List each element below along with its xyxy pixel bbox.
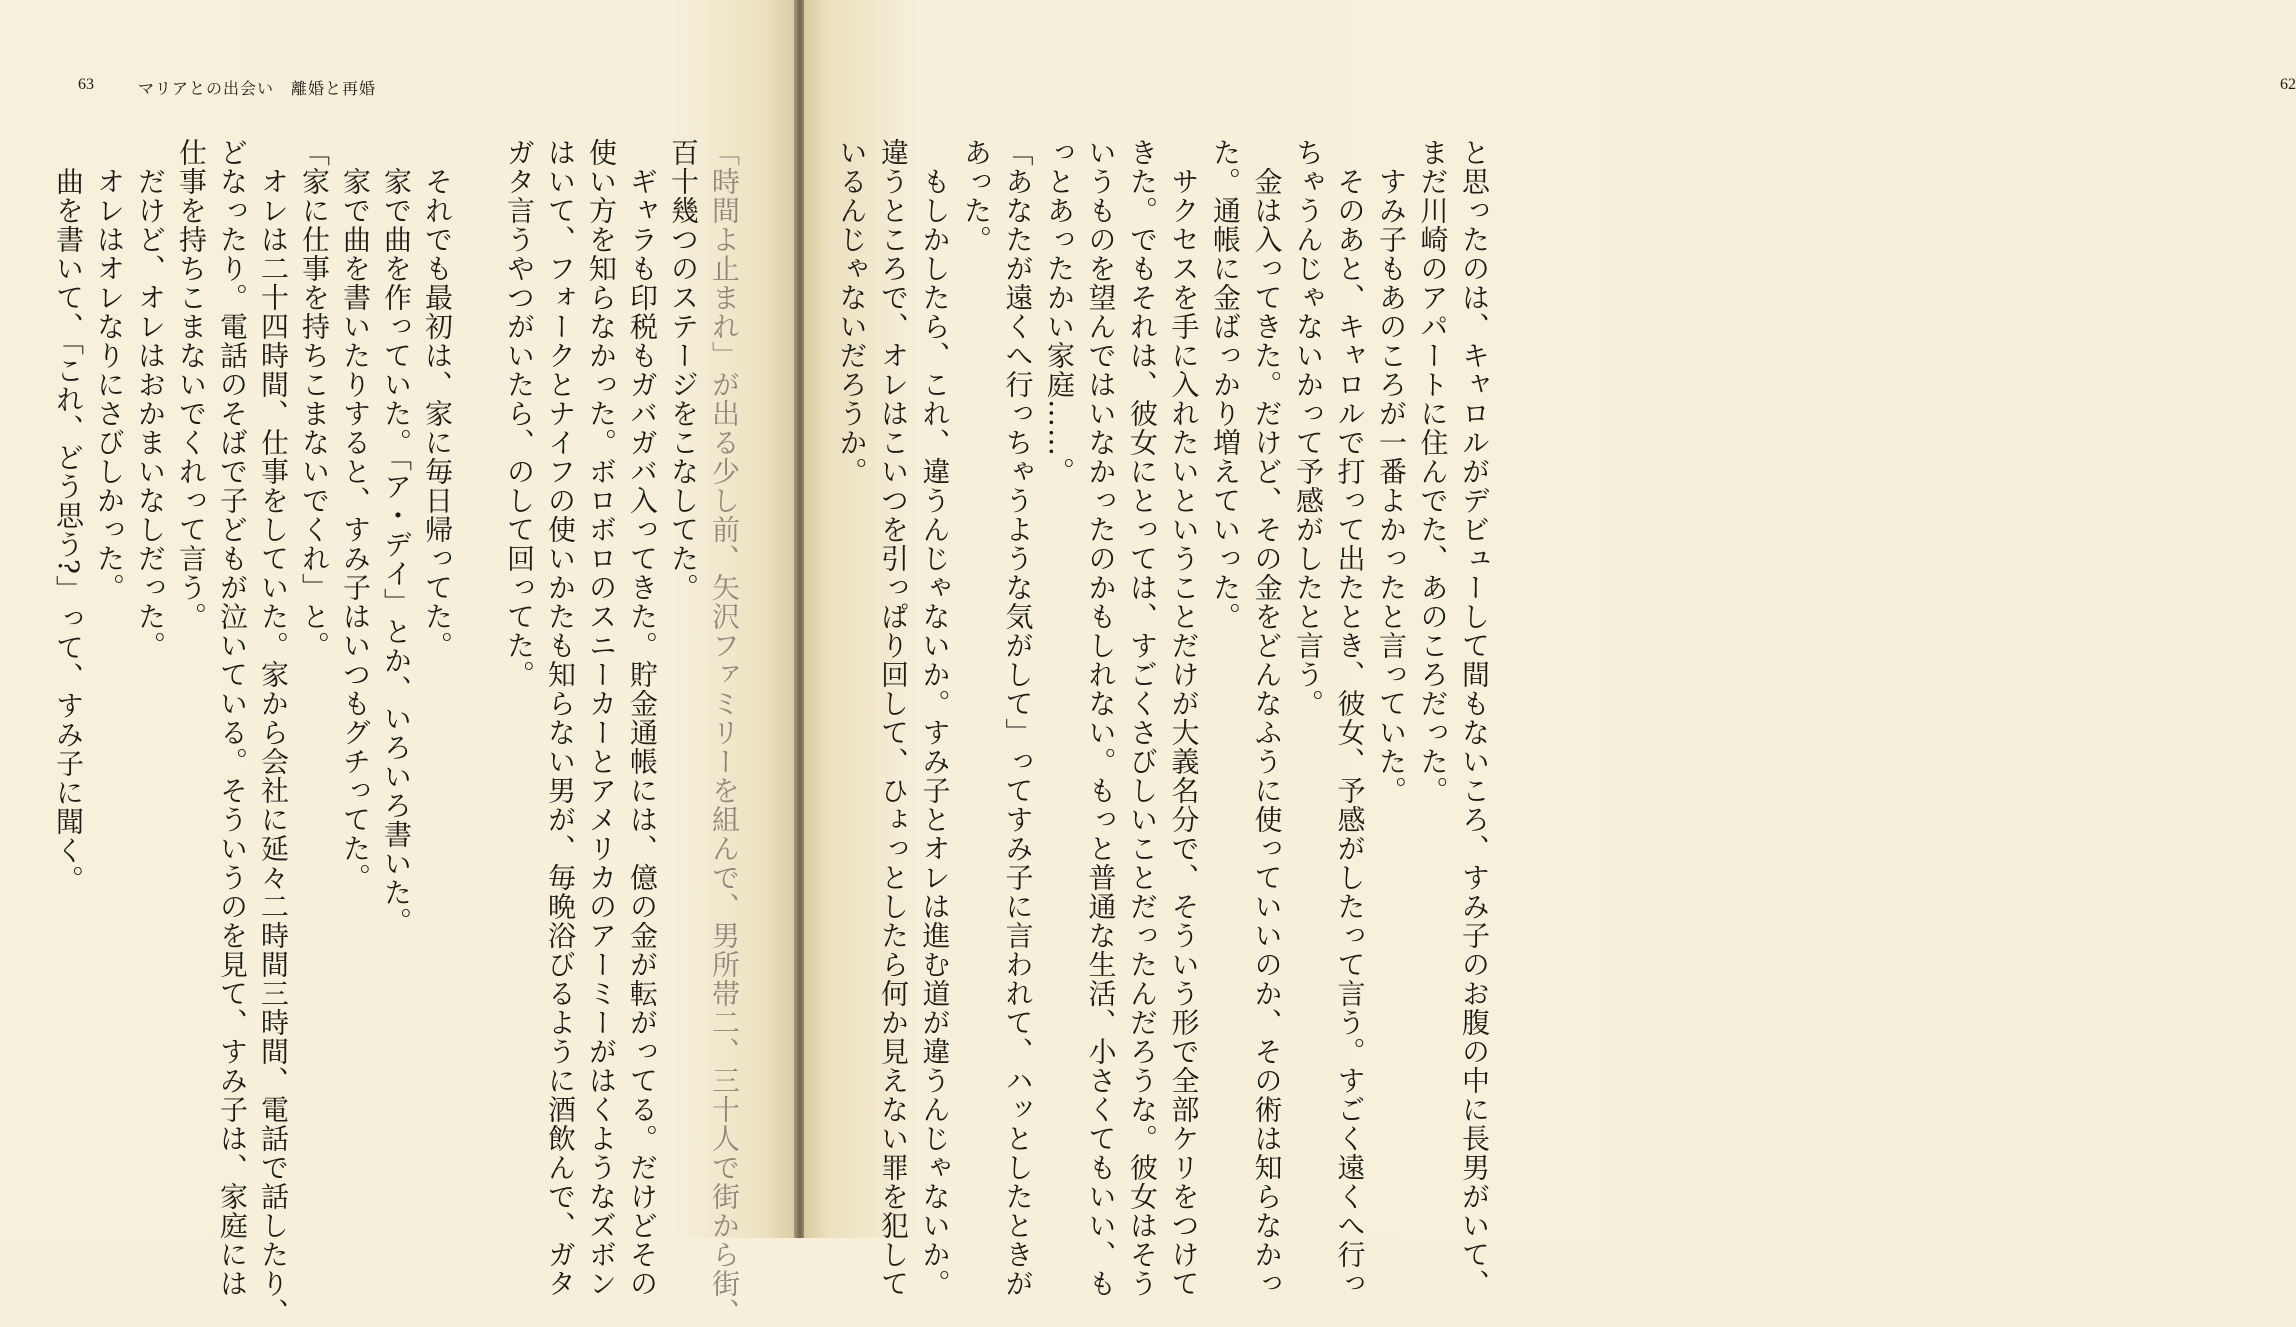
running-head: マリアとの出会い 離婚と再婚: [138, 79, 377, 98]
text-column: 家で曲を書いたりすると、すみ子はいつもグチってた。: [339, 138, 372, 892]
text-column: ガタ言うやつがいたら、のして回ってた。: [503, 138, 536, 689]
text-column: 使い方を知らなかった。ボロボロのスニーカーとアメリカのアーミーがはくようなズボン: [585, 138, 618, 1298]
text-column: すみ子もあのころが一番よかったと言っていた。: [1375, 138, 1408, 805]
text-column: 曲を書いて、「これ、どう思う?」って、すみ子に聞く。: [52, 138, 85, 895]
text-column: あった。: [960, 138, 993, 254]
text-column: 仕事を持ちこまないでくれって言う。: [175, 138, 208, 631]
text-column: はいて、フォークとナイフの使いかたも知らない男が、毎晩浴びるように酒飲んで、ガタ: [544, 138, 577, 1298]
text-column: た。通帳に金ばっかり増えていった。: [1209, 138, 1242, 631]
page-number-right: 62: [2280, 76, 2296, 93]
text-column: オレは二十四時間、仕事をしていた。家から会社に延々二時間三時間、電話で話したり、: [257, 138, 290, 1327]
text-column: 百十幾つのステージをこなしてた。: [667, 138, 700, 602]
text-column: それでも最初は、家に毎日帰ってた。: [421, 138, 454, 660]
text-column: きた。でもそれは、彼女にとっては、すごくさびしいことだったんだろうな。彼女はそう: [1126, 138, 1159, 1298]
text-column: 違うところで、オレはこいつを引っぱり回して、ひょっとしたら何か見えない罪を犯して: [877, 138, 910, 1298]
text-column: と思ったのは、キャロルがデビューして間もないころ、すみ子のお腹の中に長男がいて、: [1458, 138, 1491, 1298]
text-column: いうものを望んではいなかったのかもしれない。もっと普通な生活、小さくてもいい、も: [1084, 138, 1118, 1298]
text-column: ちゃうんじゃないかって予感がしたと言う。: [1292, 138, 1325, 718]
text-column: どなったり。電話のそばで子どもが泣いている。そういうのを見て、すみ子は、家庭には: [216, 138, 249, 1298]
text-column: サクセスを手に入れたいということだけが大義名分で、そういう形で全部ケリをつけて: [1167, 138, 1201, 1298]
text-column: 「家に仕事を持ちこまないでくれ」と。: [298, 138, 331, 660]
text-column: そのあと、キャロルで打って出たとき、彼女、予感がしたって言う。すごく遠くへ行っ: [1333, 138, 1367, 1298]
text-column: もしかしたら、これ、違うんじゃないか。すみ子とオレは進む道が違うんじゃないか。: [918, 138, 952, 1298]
text-column: いるんじゃないだろうか。: [835, 138, 869, 486]
page-number-left: 63: [78, 76, 94, 93]
text-column: っとあったかい家庭……。: [1043, 138, 1076, 486]
text-column: 家で曲を作っていた。「ア・デイ」とか、いろいろ書いた。: [380, 138, 413, 936]
text-column: まだ川崎のアパートに住んでた、あのころだった。: [1416, 138, 1450, 805]
text-column: 金は入ってきた。だけど、その金をどんなふうに使っていいのか、その術は知らなかっ: [1250, 138, 1284, 1298]
text-column: ギャラも印税もガバガバ入ってきた。貯金通帳には、億の金が転がってる。だけどその: [626, 138, 659, 1298]
text-column: だけど、オレはおかまいなしだった。: [134, 138, 167, 660]
text-column: 「時間よ止まれ」が出る少し前、矢沢ファミリーを組んで、男所帯二、三十人で街から街、: [708, 138, 741, 1327]
text-column: オレはオレなりにさびしかった。: [93, 138, 126, 602]
text-column: 「あなたが遠くへ行っちゃうような気がして」ってすみ子に言われて、ハッとしたときが: [1001, 138, 1035, 1298]
text-column: [456, 138, 500, 1228]
